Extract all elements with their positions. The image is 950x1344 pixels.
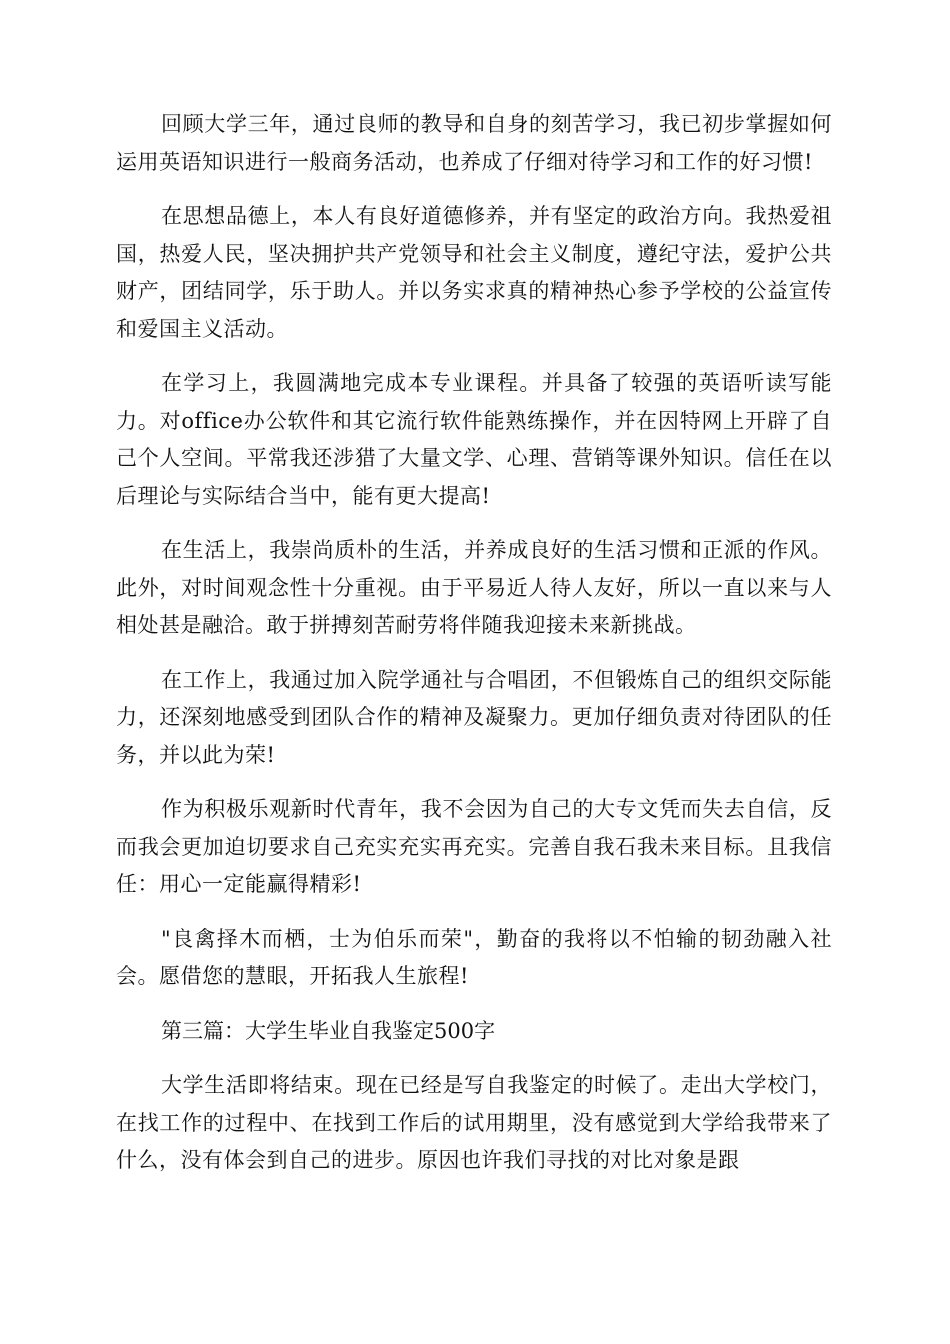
paragraph-work: 在工作上，我通过加入院学通社与合唱团，不但锻炼自己的组织交际能力，还深刻地感受到团队合作的精神及凝聚力。更加仔细负责对待团队的任务，并以此为荣! bbox=[116, 667, 832, 767]
paragraph-youth: 作为积极乐观新时代青年，我不会因为自己的大专文凭而失去自信，反而我会更加迫切要求自己充实充实再充实。完善自我石我未来目标。且我信任：用心一定能赢得精彩! bbox=[116, 797, 832, 896]
paragraph-study: 在学习上，我圆满地完成本专业课程。并具备了较强的英语听读写能力。对office办公软件和其它流行软件能熟练操作，并在因特网上开辟了自己个人空间。平常我还涉猎了大量文学、心理、营销等课外知识。信任在以后理论与实际结合当中，能有更大提高! bbox=[116, 371, 832, 508]
paragraph-moral: 在思想品德上，本人有良好道德修养，并有坚定的政治方向。我热爱祖国，热爱人民，坚决拥护共产党领导和社会主义制度，遵纪守法，爱护公共财产，团结同学，乐于助人。并以务实求真的精神热心参予学校的公益宣传和爱国主义活动。 bbox=[116, 204, 832, 341]
paragraph-review: 回顾大学三年，通过良师的教导和自身的刻苦学习，我已初步掌握如何运用英语知识进行一般商务活动，也养成了仔细对待学习和工作的好习惯! bbox=[116, 112, 832, 174]
section-heading: 第三篇：大学生毕业自我鉴定500字 bbox=[161, 1018, 496, 1043]
paragraph-life: 在生活上，我崇尚质朴的生活，并养成良好的生活习惯和正派的作风。此外，对时间观念性十分重视。由于平易近人待人友好，所以一直以来与人相处甚是融洽。敢于拼搏刻苦耐劳将伴随我迎接未来新挑战。 bbox=[116, 538, 832, 637]
paragraph-quote: "良禽择木而栖，士为伯乐而荣"，勤奋的我将以不怕输的韧劲融入社会。愿借您的慧眼，开拓我人生旅程! bbox=[116, 926, 832, 988]
paragraph-final: 大学生活即将结束。现在已经是写自我鉴定的时候了。走出大学校门，在找工作的过程中、在找到工作后的试用期里，没有感觉到大学给我带来了什么，没有体会到自己的进步。原因也许我们寻找的对比对象是跟 bbox=[116, 1073, 832, 1172]
